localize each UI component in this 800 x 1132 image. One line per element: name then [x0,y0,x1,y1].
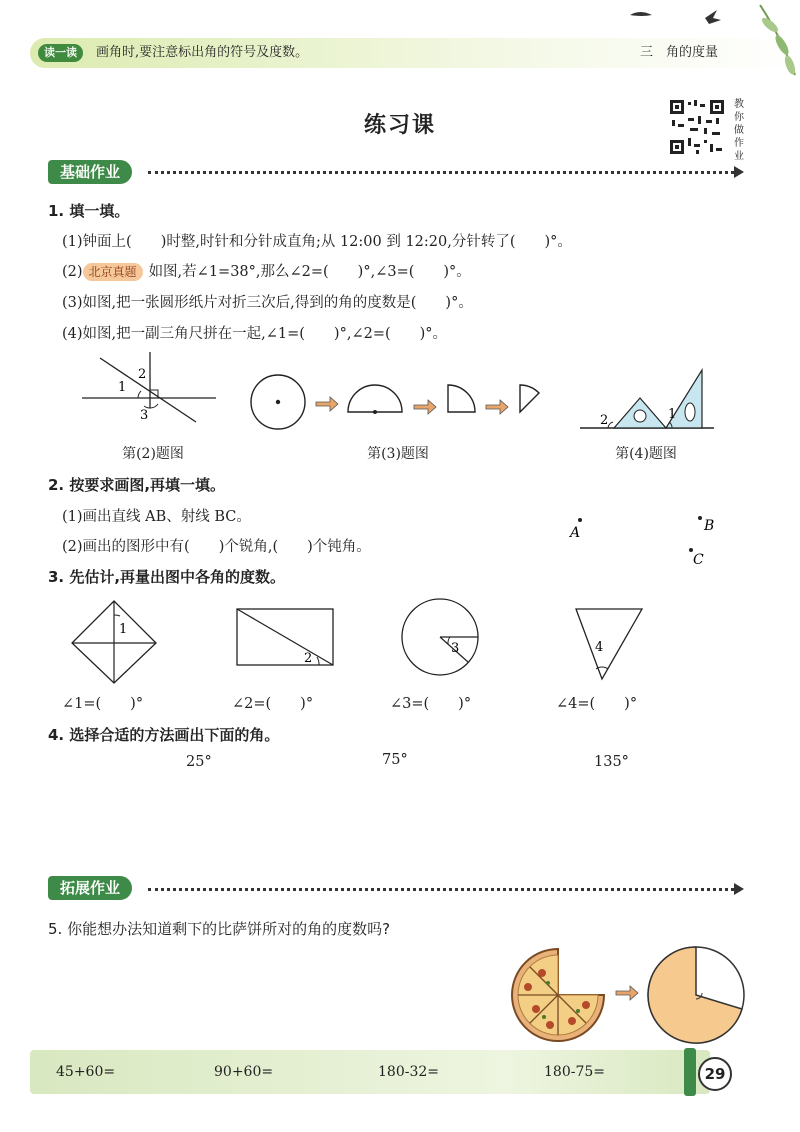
calc-1: 45+60= [56,1064,116,1080]
q1-line-2-text: 如图,若∠1=38°,那么∠2=( )°,∠3=( )°。 [148,264,471,280]
q3-answer-2[interactable]: ∠2=( )° [232,696,314,712]
section-divider [148,171,734,174]
figure-q1-3 [248,372,558,438]
beijing-badge: 北京真题 [83,263,143,281]
tip-text: 画角时,要注意标出角的符号及度数。 [96,45,309,60]
point-b-label: B [704,518,715,534]
q1-line-4: (4)如图,把一副三角尺拼在一起,∠1=( )°,∠2=( )°。 [62,326,448,342]
caption-fig-4: 第(4)题图 [615,446,677,462]
caption-fig-2: 第(2)题图 [122,446,184,462]
fig4-label-1: 1 [668,407,677,422]
q3-figures [60,595,760,685]
arrow-right-icon [734,166,744,178]
footer-bar [30,1050,710,1094]
question-2-title: 2. 按要求画图,再填一填。 [48,476,226,494]
qr-code-icon[interactable] [668,98,726,156]
fig2-label-1: 1 [118,380,127,395]
q1-line-2-prefix: (2) [62,264,83,280]
q2-line-1: (1)画出直线 AB、射线 BC。 [62,509,251,525]
fig2-label-2: 2 [138,367,147,382]
q1-line-3: (3)如图,把一张圆形纸片对折三次后,得到的角的度数是( )°。 [62,295,473,311]
question-1-title: 1. 填一填。 [48,202,130,220]
section-extended-tag: 拓展作业 [48,876,132,900]
point-a-label: A [570,525,581,541]
tip-badge: 读一读 [38,44,83,62]
q3-answer-4[interactable]: ∠4=( )° [556,696,638,712]
q2-line-2: (2)画出的图形中有( )个锐角,( )个钝角。 [62,539,371,555]
point-c-label: C [693,552,704,568]
page-number: 29 [698,1057,732,1091]
q1-line-1: (1)钟面上( )时整,时针和分针成直角;从 12:00 到 12:20,分针转了( )°。 [62,234,572,250]
q2-points[interactable] [560,510,730,572]
qr-label: 教你做作业 [734,99,744,162]
question-3-title: 3. 先估计,再量出图中各角的度数。 [48,568,286,586]
page-title: 练习课 [363,112,436,138]
figure-q1-2 [78,348,220,424]
fig2-label-3: 3 [140,408,149,423]
q3-fig-label-2: 2 [304,651,313,666]
footer-tab [684,1048,696,1096]
q3-fig-label-3: 3 [451,641,460,656]
caption-fig-3: 第(3)题图 [367,446,429,462]
q3-answer-1[interactable]: ∠1=( )° [62,696,144,712]
question-4-title: 4. 选择合适的方法画出下面的角。 [48,726,280,744]
q3-answer-3[interactable]: ∠3=( )° [390,696,472,712]
figure-q1-4 [578,366,716,434]
section-divider-2 [148,888,734,891]
q4-angle-25: 25° [186,754,212,770]
fig4-label-2: 2 [600,413,609,428]
calc-4: 180-75= [544,1064,605,1080]
q4-angle-135: 135° [594,754,629,770]
q3-fig-label-1: 1 [119,622,128,637]
section-basic-tag: 基础作业 [48,160,132,184]
q4-angle-75: 75° [382,752,408,768]
chapter-title: 三 角的度量 [640,45,719,60]
q3-fig-label-4: 4 [595,640,604,655]
q5-pizza-figure [508,945,754,1045]
calc-2: 90+60= [214,1064,274,1080]
calc-3: 180-32= [378,1064,439,1080]
arrow-right-icon-2 [734,883,744,895]
question-5-title: 5. 你能想办法知道剩下的比萨饼所对的角的度数吗? [48,920,391,938]
q1-line-2 [62,260,471,281]
decor-leaves-icon [610,0,800,100]
